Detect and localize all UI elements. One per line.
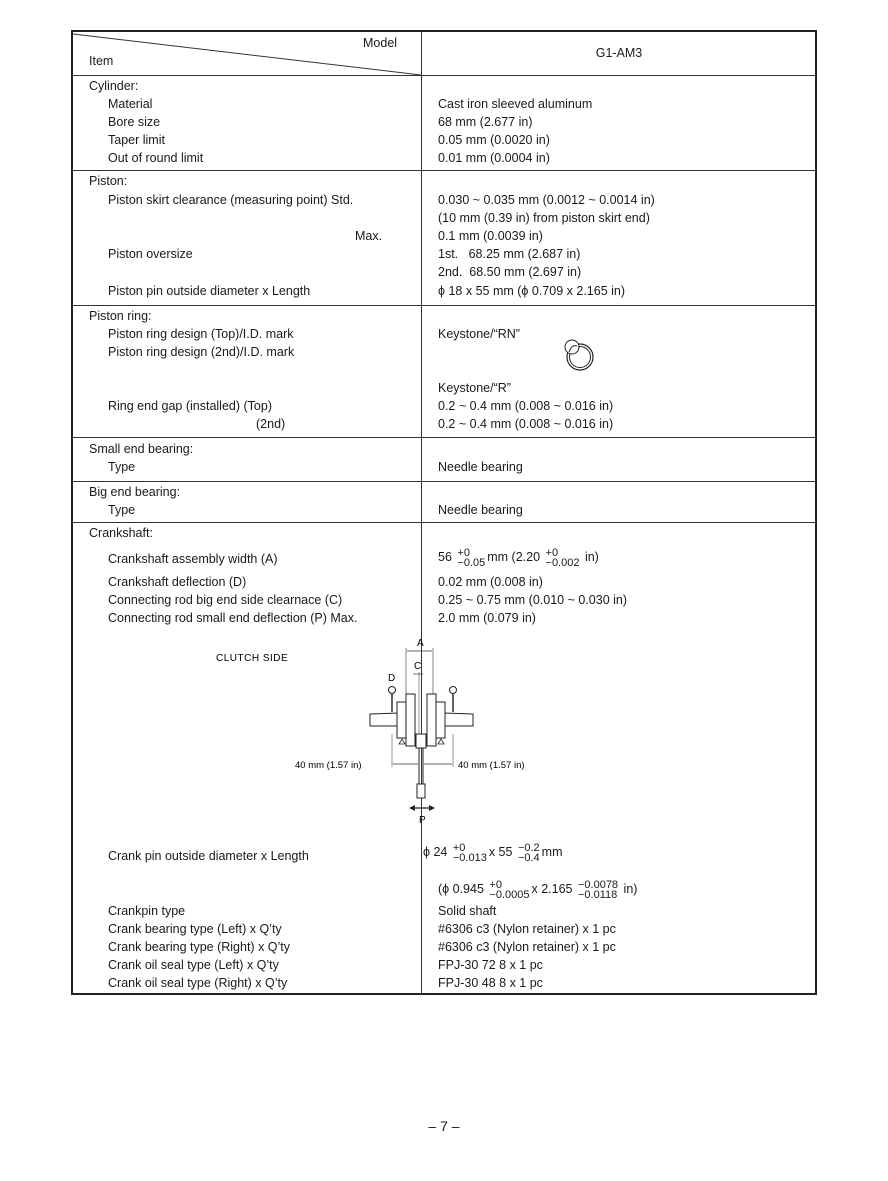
section-title-cylinder: Cylinder: [89, 79, 139, 93]
row-divider [73, 522, 815, 523]
row-divider [73, 170, 815, 171]
cylinder-value: 0.05 mm (0.0020 in) [438, 133, 550, 147]
crank-row-value: Solid shaft [438, 904, 497, 918]
ring-second-label: Piston ring design (2nd)/I.D. mark [108, 345, 295, 359]
crankpin-mm-length: x 55 [488, 845, 513, 859]
crankpin-mm-value [423, 838, 563, 866]
crank-width-mm-unit: mm (2.20 [487, 550, 541, 564]
section-title-piston-ring: Piston ring: [89, 309, 152, 323]
cylinder-value: 68 mm (2.677 in) [438, 115, 533, 129]
conrod-bigend-label: Connecting rod big end side clearnace (C) [108, 593, 343, 607]
crankpin-in-value [438, 875, 637, 903]
section-title-big-end: Big end bearing: [89, 485, 181, 499]
crankpin-in-phi: (ϕ 0.945 [438, 882, 484, 896]
section-title-small-end: Small end bearing: [89, 442, 194, 456]
piston-max-label: Max. [355, 229, 383, 243]
conrod-smallend-value: 2.0 mm (0.079 in) [438, 611, 536, 625]
dim-left-40mm: 40 mm (1.57 in) [295, 760, 362, 771]
crank-width-mm-base: 56 [438, 550, 452, 564]
tolerance-plus: +0 [452, 841, 466, 854]
tolerance-minus: −0.002 [545, 556, 580, 569]
small-end-type-label: Type [108, 460, 136, 474]
crank-row-label: Crankpin type [108, 904, 186, 918]
crank-row-label: Crank bearing type (Left) x Q’ty [108, 922, 282, 936]
spec-table [71, 30, 817, 995]
clutch-side-label: CLUTCH SIDE [216, 653, 289, 664]
section-title-crankshaft: Crankshaft: [89, 526, 153, 540]
ring-gap-top-label: Ring end gap (installed) (Top) [108, 399, 272, 413]
tolerance-plus: −0.2 [517, 841, 540, 854]
piston-oversize-2: 2nd. 68.50 mm (2.697 in) [438, 265, 582, 279]
cylinder-label: Out of round limit [108, 151, 204, 165]
cylinder-label: Taper limit [108, 133, 165, 147]
tolerance-plus: +0 [545, 546, 559, 559]
crank-deflection-label: Crankshaft deflection (D) [108, 575, 247, 589]
column-divider [421, 32, 422, 993]
cylinder-value: Cast iron sleeved aluminum [438, 97, 593, 111]
crankpin-in-unit: in) [623, 882, 638, 896]
tolerance-minus: −0.0118 [577, 888, 618, 901]
crankpin-in-length: x 2.165 [531, 882, 573, 896]
section-title-piston: Piston: [89, 174, 128, 188]
item-header-label: Item [89, 54, 114, 68]
dim-label-d: D [388, 673, 396, 684]
crank-width-in-unit: in) [584, 550, 599, 564]
small-end-type-value: Needle bearing [438, 460, 523, 474]
conrod-bigend-value: 0.25 ~ 0.75 mm (0.010 ~ 0.030 in) [438, 593, 628, 607]
crank-row-label: Crank oil seal type (Left) x Q’ty [108, 958, 279, 972]
piston-skirt-value: 0.030 ~ 0.035 mm (0.0012 ~ 0.0014 in) [438, 193, 655, 207]
piston-skirt-label: Piston skirt clearance (measuring point) Std. [108, 193, 354, 207]
crankshaft-diagram [203, 634, 583, 824]
ring-gap-2nd-value: 0.2 ~ 0.4 mm (0.008 ~ 0.016 in) [438, 417, 614, 431]
dim-label-p: P [419, 815, 426, 824]
tolerance-plus: −0.0078 [577, 878, 619, 891]
row-divider [73, 305, 815, 306]
tolerance-minus: −0.0005 [489, 888, 530, 901]
ring-top-label: Piston ring design (Top)/I.D. mark [108, 327, 294, 341]
model-value: G1-AM3 [595, 46, 643, 60]
crank-deflection-value: 0.02 mm (0.008 in) [438, 575, 543, 589]
crank-row-value: #6306 c3 (Nylon retainer) x 1 pc [438, 922, 616, 936]
dim-label-a: A [417, 638, 424, 649]
crank-width-label: Crankshaft assembly width (A) [108, 552, 278, 566]
cylinder-value: 0.01 mm (0.0004 in) [438, 151, 550, 165]
crank-row-label: Crank oil seal type (Right) x Q’ty [108, 976, 288, 990]
crankpin-label: Crank pin outside diameter x Length [108, 849, 309, 863]
page-number: – 7 – [428, 1118, 460, 1134]
ring-second-value: Keystone/“R” [438, 381, 511, 395]
piston-pin-label: Piston pin outside diameter x Length [108, 284, 311, 298]
tolerance-minus: −0.4 [517, 851, 540, 864]
row-divider [73, 481, 815, 482]
tolerance-minus: −0.05 [457, 556, 486, 569]
ring-gap-2nd-label: (2nd) [256, 417, 286, 431]
crank-row-value: #6306 c3 (Nylon retainer) x 1 pc [438, 940, 616, 954]
ring-top-value: Keystone/“RN” [438, 327, 520, 341]
crank-row-label: Crank bearing type (Right) x Q’ty [108, 940, 291, 954]
cylinder-label: Bore size [108, 115, 161, 129]
big-end-type-value: Needle bearing [438, 503, 523, 517]
dim-label-c: C [414, 661, 422, 672]
dim-right-40mm: 40 mm (1.57 in) [458, 760, 525, 771]
piston-max-value: 0.1 mm (0.0039 in) [438, 229, 543, 243]
crank-width-value [438, 544, 599, 570]
crankpin-mm-phi: ϕ 24 [423, 845, 448, 859]
crankpin-mm-unit: mm [541, 845, 563, 859]
conrod-smallend-label: Connecting rod small end deflection (P) Max. [108, 611, 358, 625]
ring-gap-top-value: 0.2 ~ 0.4 mm (0.008 ~ 0.016 in) [438, 399, 614, 413]
piston-skirt-note: (10 mm (0.39 in) from piston skirt end) [438, 211, 650, 225]
big-end-type-label: Type [108, 503, 136, 517]
piston-ring-icon [558, 334, 598, 374]
tolerance-plus: +0 [457, 546, 470, 559]
piston-pin-value: ϕ 18 x 55 mm (ϕ 0.709 x 2.165 in) [438, 284, 626, 298]
row-divider [73, 437, 815, 438]
piston-oversize-1: 1st. 68.25 mm (2.687 in) [438, 247, 581, 261]
tolerance-plus: +0 [489, 878, 502, 891]
row-divider [73, 75, 815, 76]
crank-row-value: FPJ-30 48 8 x 1 pc [438, 976, 543, 990]
model-header-label: Model [363, 36, 398, 50]
crank-row-value: FPJ-30 72 8 x 1 pc [438, 958, 543, 972]
tolerance-minus: −0.013 [452, 851, 487, 864]
cylinder-label: Material [108, 97, 153, 111]
piston-oversize-label: Piston oversize [108, 247, 193, 261]
